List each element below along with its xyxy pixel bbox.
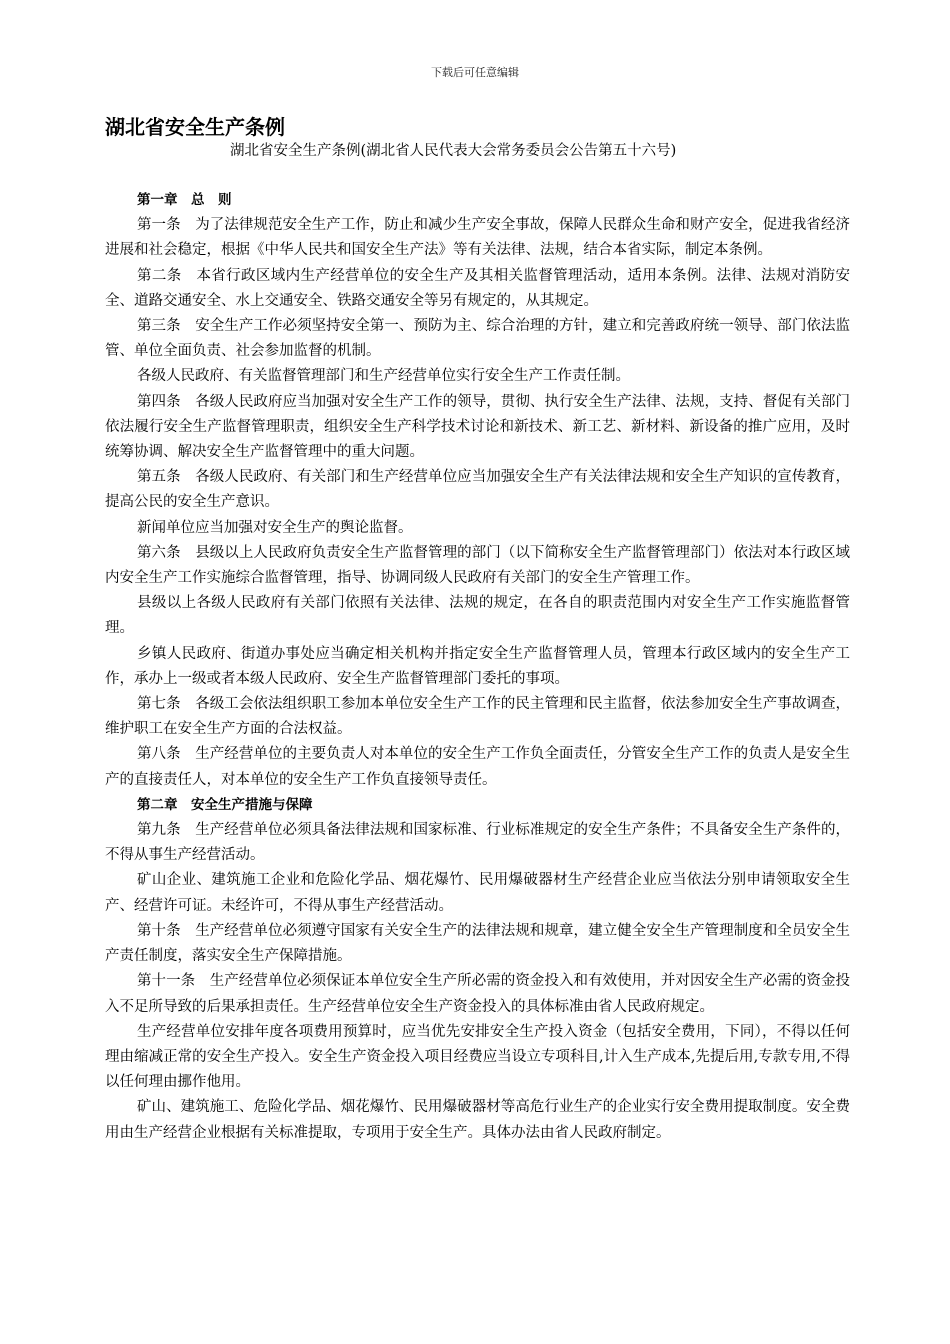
chapter-heading: 第一章 总 则 xyxy=(137,192,232,208)
article-paragraph: 第十条 生产经营单位必须遵守国家有关安全生产的法律法规和规章，建立健全安全生产管理制度和全员安全生产责任制度，落实安全生产保障措施。 xyxy=(105,922,850,965)
article-paragraph: 生产经营单位安排年度各项费用预算时，应当优先安排安全生产投入资金（包括安全费用，下同），不得以任何理由缩减正常的安全生产投入。安全生产资金投入项目经费应当设立专项科目,计入生产成本,先提后用,专款专用,不得以任何理由挪作他用。 xyxy=(105,1023,850,1091)
article-paragraph: 第七条 各级工会依法组织职工参加本单位安全生产工作的民主管理和民主监督，依法参加安全生产事故调查，维护职工在安全生产方面的合法权益。 xyxy=(105,696,850,738)
article-paragraph: 第八条 生产经营单位的主要负责人对本单位的安全生产工作负全面责任，分管安全生产工作的负责人是安全生产的直接责任人，对本单位的安全生产工作负直接领导责任。 xyxy=(105,746,850,788)
header-note: 下载后可任意编辑 xyxy=(431,66,519,79)
article-paragraph: 第六条 县级以上人民政府负责安全生产监督管理的部门（以下简称安全生产监督管理部门）依法对本行政区域内安全生产工作实施综合监督管理，指导、协调同级人民政府有关部门的安全生产管理工作。 xyxy=(105,544,850,587)
article-paragraph: 第四条 各级人民政府应当加强对安全生产工作的领导，贯彻、执行安全生产法律、法规，支持、督促有关部门依法履行安全生产监督管理职责，组织安全生产科学技术讨论和新技术、新工艺、新材料、新设备的推广应用，及时统筹协调、解决安全生产监督管理中的重大问题。 xyxy=(105,393,850,461)
article-paragraph: 矿山、建筑施工、危险化学品、烟花爆竹、民用爆破器材等高危行业生产的企业实行安全费用提取制度。安全费用由生产经营企业根据有关标准提取，专项用于安全生产。具体办法由省人民政府制定。 xyxy=(105,1099,850,1141)
article-paragraph: 第二条 本省行政区域内生产经营单位的安全生产及其相关监督管理活动，适用本条例。法律、法规对消防安全、道路交通安全、水上交通安全、铁路交通安全等另有规定的，从其规定。 xyxy=(105,267,850,309)
article-paragraph: 第一条 为了法律规范安全生产工作，防止和减少生产安全事故，保障人民群众生命和财产安全，促进我省经济进展和社会稳定，根据《中华人民共和国安全生产法》等有关法律、法规，结合本省实际，制定本条例。 xyxy=(105,217,850,259)
document-title: 湖北省安全生产条例 xyxy=(105,115,285,139)
article-paragraph: 第三条 安全生产工作必须坚持安全第一、预防为主、综合治理的方针，建立和完善政府统一领导、部门依法监管、单位全面负责、社会参加监督的机制。 xyxy=(105,318,850,360)
article-paragraph: 新闻单位应当加强对安全生产的舆论监督。 xyxy=(137,519,413,536)
article-paragraph: 第九条 生产经营单位必须具备法律法规和国家标准、行业标准规定的安全生产条件；不具备安全生产条件的，不得从事生产经营活动。 xyxy=(105,822,850,864)
article-paragraph: 第十一条 生产经营单位必须保证本单位安全生产所必需的资金投入和有效使用，并对因安全生产必需的资金投入不足所导致的后果承担责任。生产经营单位安全生产资金投入的具体标准由省人民政府规定。 xyxy=(105,973,850,1015)
article-paragraph: 各级人民政府、有关监督管理部门和生产经营单位实行安全生产工作责任制。 xyxy=(137,368,630,385)
article-paragraph: 县级以上各级人民政府有关部门依照有关法律、法规的规定，在各自的职责范围内对安全生产工作实施监督管理。 xyxy=(105,595,850,637)
article-paragraph: 第五条 各级人民政府、有关部门和生产经营单位应当加强安全生产有关法律法规和安全生产知识的宣传教育，提高公民的安全生产意识。 xyxy=(105,469,850,511)
chapter-heading: 第二章 安全生产措施与保障 xyxy=(137,796,313,813)
document-subtitle: 湖北省安全生产条例(湖北省人民代表大会常务委员会公告第五十六号) xyxy=(230,143,677,159)
article-paragraph: 乡镇人民政府、街道办事处应当确定相关机构并指定安全生产监督管理人员，管理本行政区域内的安全生产工作，承办上一级或者本级人民政府、安全生产监督管理部门委托的事项。 xyxy=(105,645,850,687)
document-body xyxy=(105,188,850,1146)
article-paragraph: 矿山企业、建筑施工企业和危险化学品、烟花爆竹、民用爆破器材生产经营企业应当依法分别申请领取安全生产、经营许可证。未经许可，不得从事生产经营活动。 xyxy=(105,872,850,914)
